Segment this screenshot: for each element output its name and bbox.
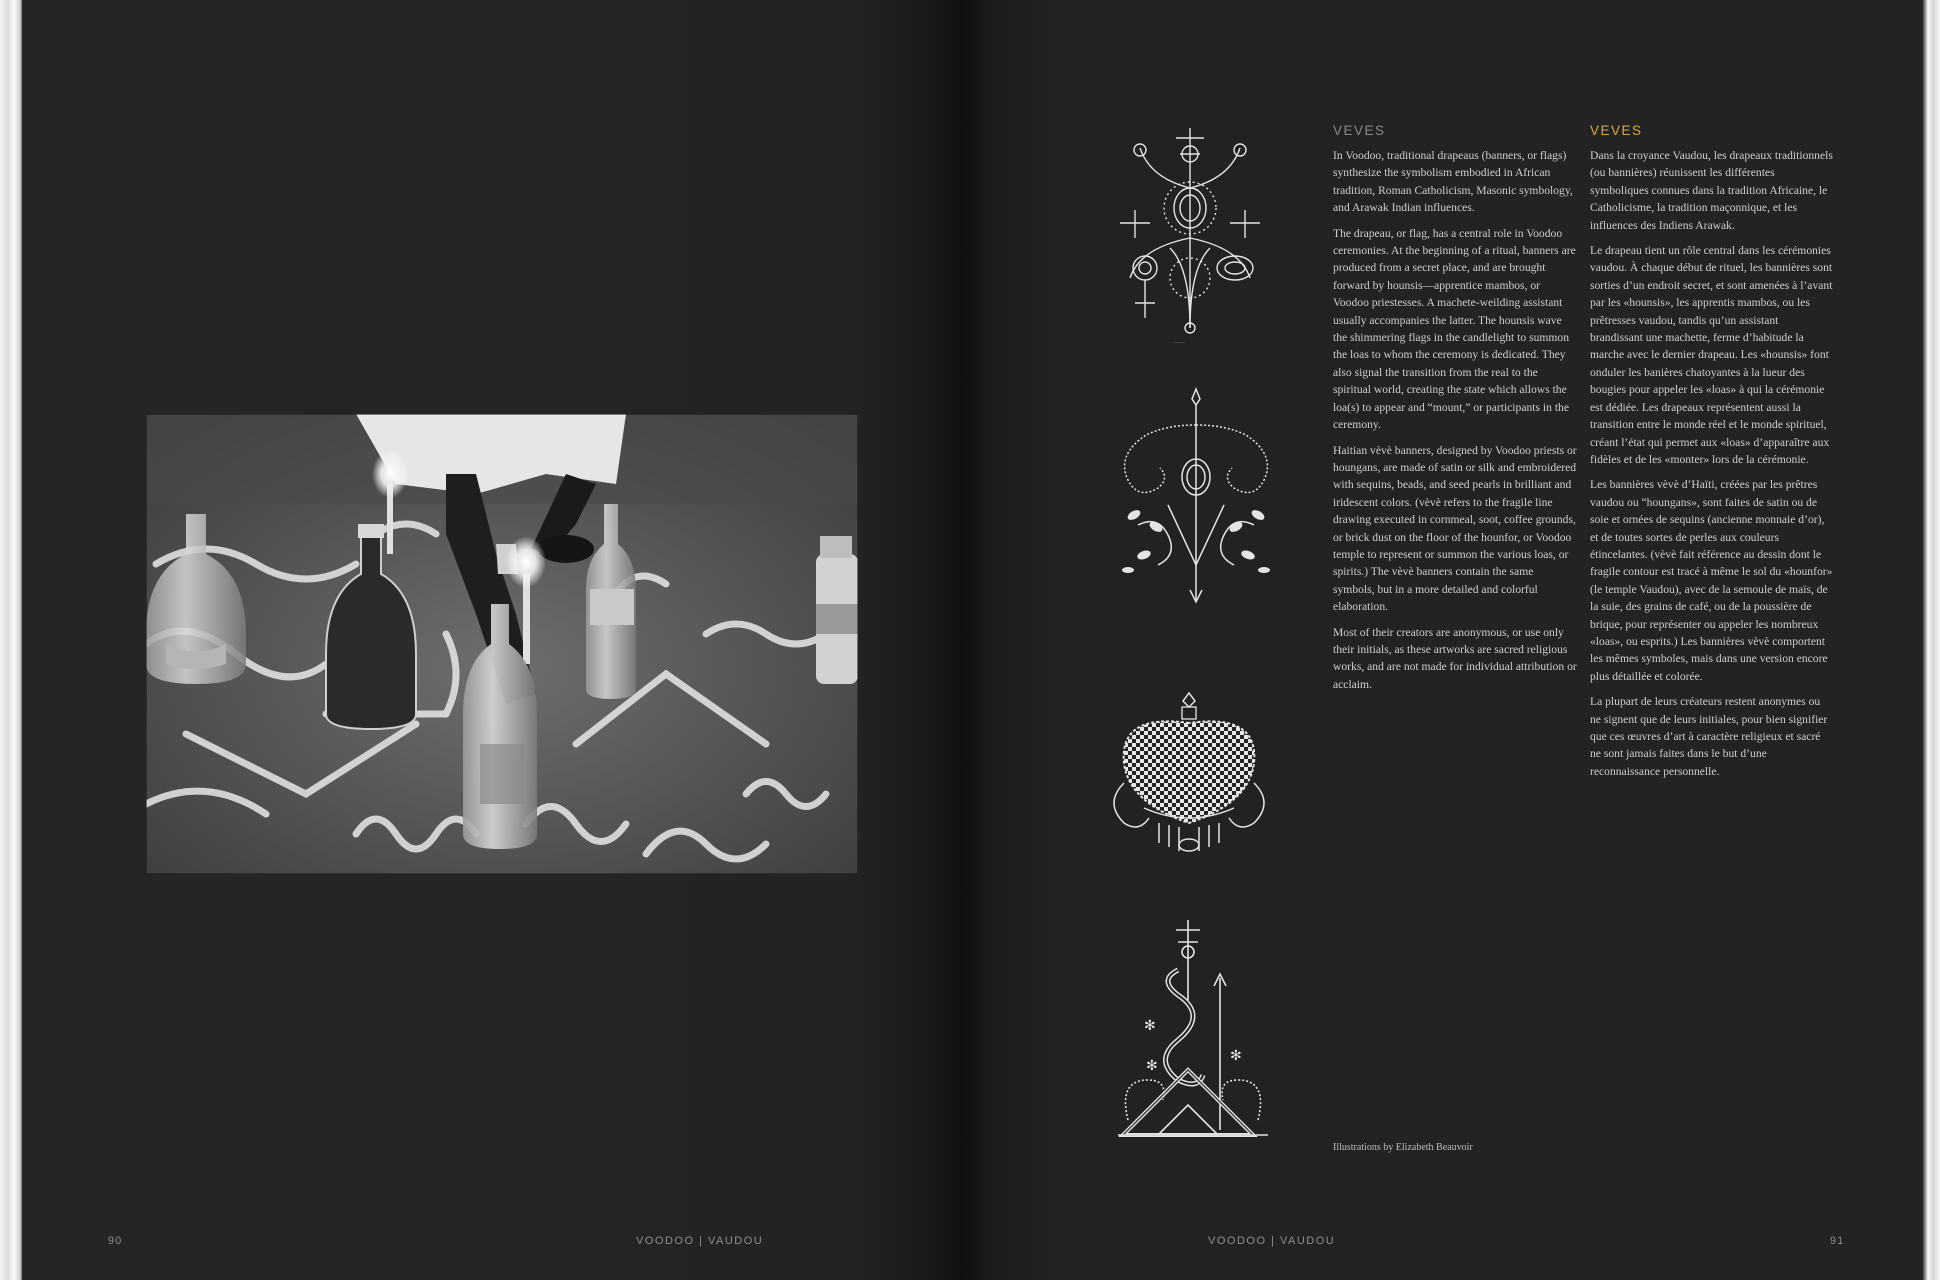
- french-paragraph-3: Les bannières vèvè d’Haïti, créées par les prêtres vaudou ou “houngans», sont faites de satin ou de soie et ornées de sequins (ancienne monnaie d’or), et de toutes sortes de perles aux couleurs étincelantes. (vèvè fait référence au dessin dont le fragile contour est tracé à même le sol du «hounfor» (le temple Vaudou), avec de la semoule de maïs, de la suie, des grains de café, ou de la poussière de brique, pour représenter ou appeler les nombreux «loas», ou esprits.) Les bannières vèvè comportent les mêmes symboles, mais dans une version encore plus détaillée et colorée.: [1590, 478, 1833, 683]
- svg-text:✻: ✻: [1146, 1058, 1158, 1074]
- english-paragraph-2: The drapeau, or flag, has a central role in Voodoo ceremonies. At the beginning of a ritual, banners are produced from a secret place, and are brought forward by hounsis—apprentice mambos, or Voodoo priestesses. A machete-weilding assistant usually accompanies the latter. The hounsis wave the shimmering flags in the candlelight to summon the loas to whom the ceremony is dedicated. They also signal the transition from the real to the spiritual world, creating the state which allows the loa(s) to appear and “mount,” or participants in the ceremony.: [1333, 226, 1576, 432]
- page-edge-left: [0, 0, 24, 1280]
- veve-heart-arrow-emblem: [1118, 385, 1274, 605]
- english-column: [1333, 123, 1577, 701]
- running-head-left: VOODOO | VAUDOU: [636, 1235, 764, 1247]
- english-heading: VEVES: [1333, 123, 1386, 138]
- page-number-left: 90: [108, 1235, 123, 1247]
- running-head-right: VOODOO | VAUDOU: [1208, 1235, 1336, 1247]
- french-column: [1590, 123, 1834, 788]
- svg-text:✻: ✻: [1144, 1018, 1156, 1034]
- french-paragraph-2: Le drapeau tient un rôle central dans les cérémonies vaudou. À chaque début de rituel, les bannières sont sorties d’un endroit secret, et sont amenées à l’avant par les «hounsis», les apprentis mambos, ou les prêtresses vaudou, tandis qu’un assistant brandissant une machette, ferme d’habitude la marche avec le dernier drapeau. Les «hounsis» font onduler les banières chatoyantes à la lueur des bougies pour appeler les «loas» à qui la cérémonie est dédiée. Les drapeaux représentent aussi la transition entre le monde réel et le monde spirituel, créant l’état qui permet aux «loas» d’apparaître aux fidèles et de les «monter» lors de la cérémonie.: [1590, 244, 1833, 466]
- french-paragraph-1: Dans la croyance Vaudou, les drapeaux traditionnels (ou bannières) réunissent les différentes symboliques connues dans la tradition Africaine, le Catholicisme, la tradition maçonnique, et les influences des Indiens Arawak.: [1590, 149, 1833, 232]
- veve-checkered-heart-emblem: [1104, 683, 1274, 859]
- english-paragraph-4: Most of their creators are anonymous, or use only their initials, as these artworks are sacred religious works, and are not made for individual attribution or acclaim.: [1333, 625, 1577, 691]
- french-heading: VEVES: [1590, 123, 1643, 138]
- english-paragraph-3: Haitian vèvè banners, designed by Voodoo priests or houngans, are made of satin or silk and embroidered with sequins, beads, and seed pearls in brilliant and iridescent colors. (vèvè refers to the fragile line drawing executed in cornmeal, soot, coffee grounds, or brick dust on the floor of the hounfor, or Voodoo temple to represent or summon the various loas, or spirits.) The vèvè banners contain the same symbols, but in a more detailed and colorful elaboration.: [1333, 443, 1577, 614]
- veve-serpent-emblem: [1118, 920, 1268, 1145]
- illustration-credit: Illustrations by Elizabeth Beauvoir: [1333, 1142, 1473, 1153]
- page-number-right: 91: [1830, 1235, 1845, 1247]
- veve-cross-emblem: [1110, 128, 1270, 348]
- page-edge-right: [1922, 0, 1940, 1280]
- ceremony-photo: [146, 414, 858, 874]
- english-paragraph-1: In Voodoo, traditional drapeaus (banners, or flags) synthesize the symbolism embodied in African tradition, Roman Catholicism, Masonic symbology, and Arawak Indian influences.: [1333, 149, 1573, 215]
- french-paragraph-4: La plupart de leurs créateurs restent anonymes ou ne signent que de leurs initiales, pour bien signifier que ces œuvres d’art à caractère religieux et sacré ne sont jamais faites dans le but d’une reconnaissance personnelle.: [1590, 695, 1828, 778]
- svg-text:✻: ✻: [1230, 1048, 1242, 1064]
- svg-text:~~~~: ~~~~: [1174, 341, 1185, 346]
